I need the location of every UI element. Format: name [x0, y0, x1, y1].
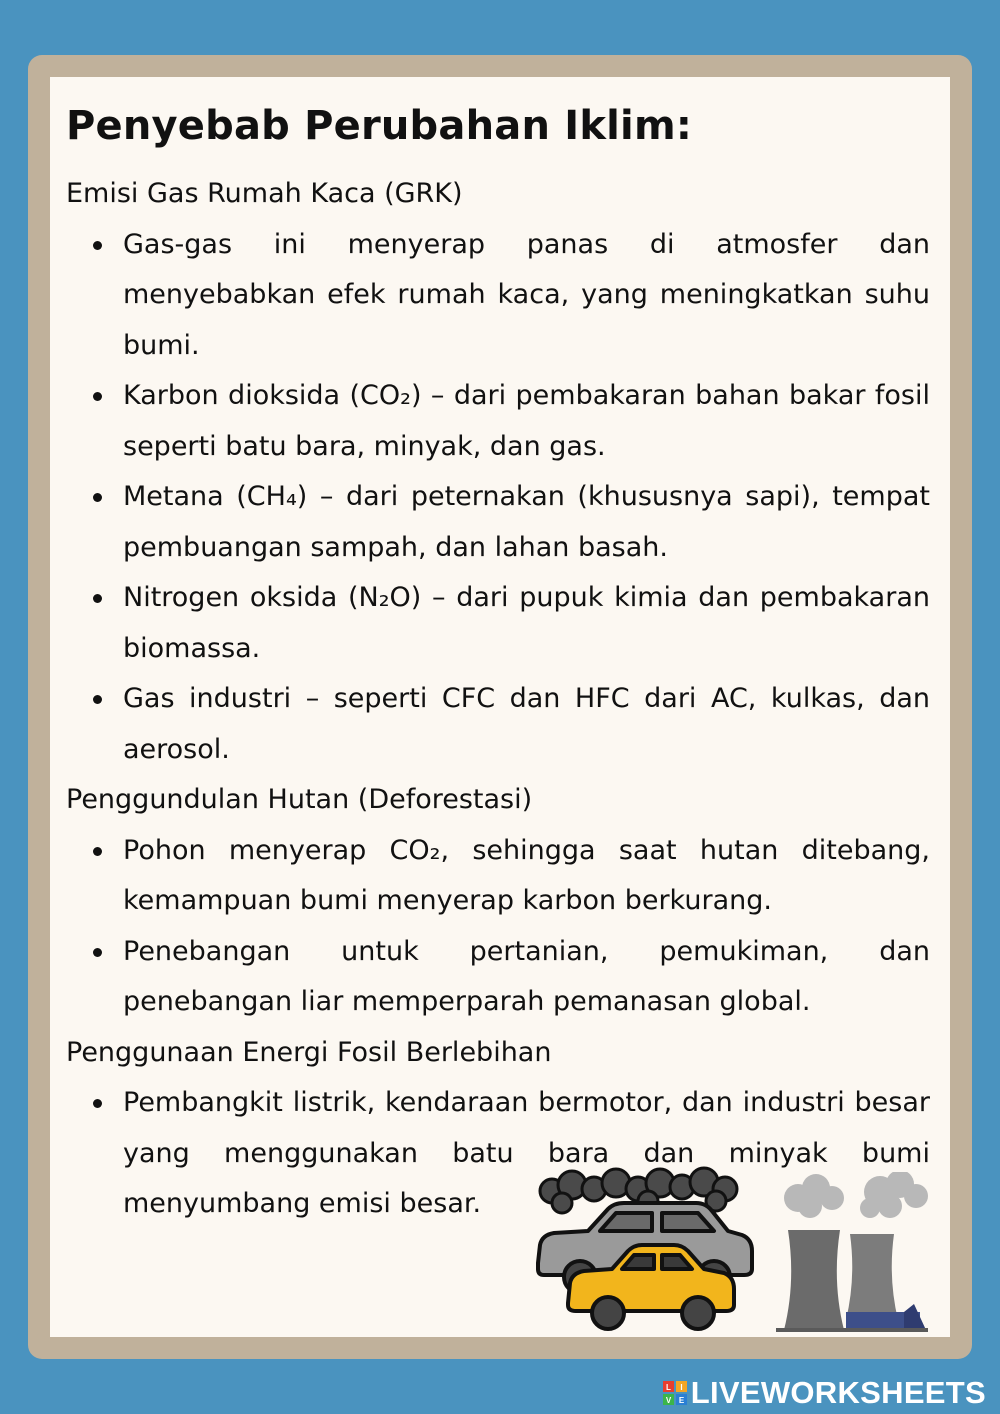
list-item: Pembangkit listrik, kendaraan bermotor, dan industri besar yang menggunakan batu bara dan minyak bumi menyumbang emisi besar.: [123, 1078, 930, 1230]
list-item: Metana (CH₄) – dari peternakan (khususnya sapi), tempat pembuangan sampah, dan lahan basah.: [123, 472, 930, 573]
section-heading: Penggundulan Hutan (Deforestasi): [66, 784, 533, 815]
list-item: Gas industri – seperti CFC dan HFC dari AC, kulkas, dan aerosol.: [123, 674, 930, 775]
list-item: Nitrogen oksida (N₂O) – dari pupuk kimia dan pembakaran biomassa.: [123, 573, 930, 674]
factory-illustration: [770, 1172, 930, 1334]
polluting-cars-illustration: [528, 1165, 758, 1335]
list-item: Karbon dioksida (CO₂) – dari pembakaran bahan bakar fosil seperti batu bara, minyak, dan gas.: [123, 371, 930, 472]
liveworksheets-brand: [663, 1375, 986, 1411]
section-heading: Penggunaan Energi Fosil Berlebihan: [66, 1036, 552, 1068]
svg-text:E: E: [678, 1396, 684, 1405]
section-heading: Emisi Gas Rumah Kaca (GRK): [66, 178, 463, 209]
bullet-list: [66, 826, 930, 1028]
bullet-list: [66, 220, 930, 776]
page-title: Penyebab Perubahan Iklim:: [66, 103, 693, 149]
list-item: Gas-gas ini menyerap panas di atmosfer dan menyebabkan efek rumah kaca, yang meningkatkan suhu bumi.: [123, 220, 930, 372]
brand-name: LIVEWORKSHEETS: [690, 1375, 986, 1410]
svg-text:I: I: [680, 1383, 683, 1392]
content: [66, 169, 930, 1230]
liveworksheets-logo-icon: [663, 1381, 687, 1405]
svg-text:V: V: [665, 1396, 671, 1405]
list-item: Penebangan untuk pertanian, pemukiman, dan penebangan liar memperparah pemanasan global.: [123, 927, 930, 1028]
svg-text:L: L: [665, 1383, 671, 1392]
list-item: Pohon menyerap CO₂, sehingga saat hutan ditebang, kemampuan bumi menyerap karbon berkurang.: [123, 826, 930, 927]
